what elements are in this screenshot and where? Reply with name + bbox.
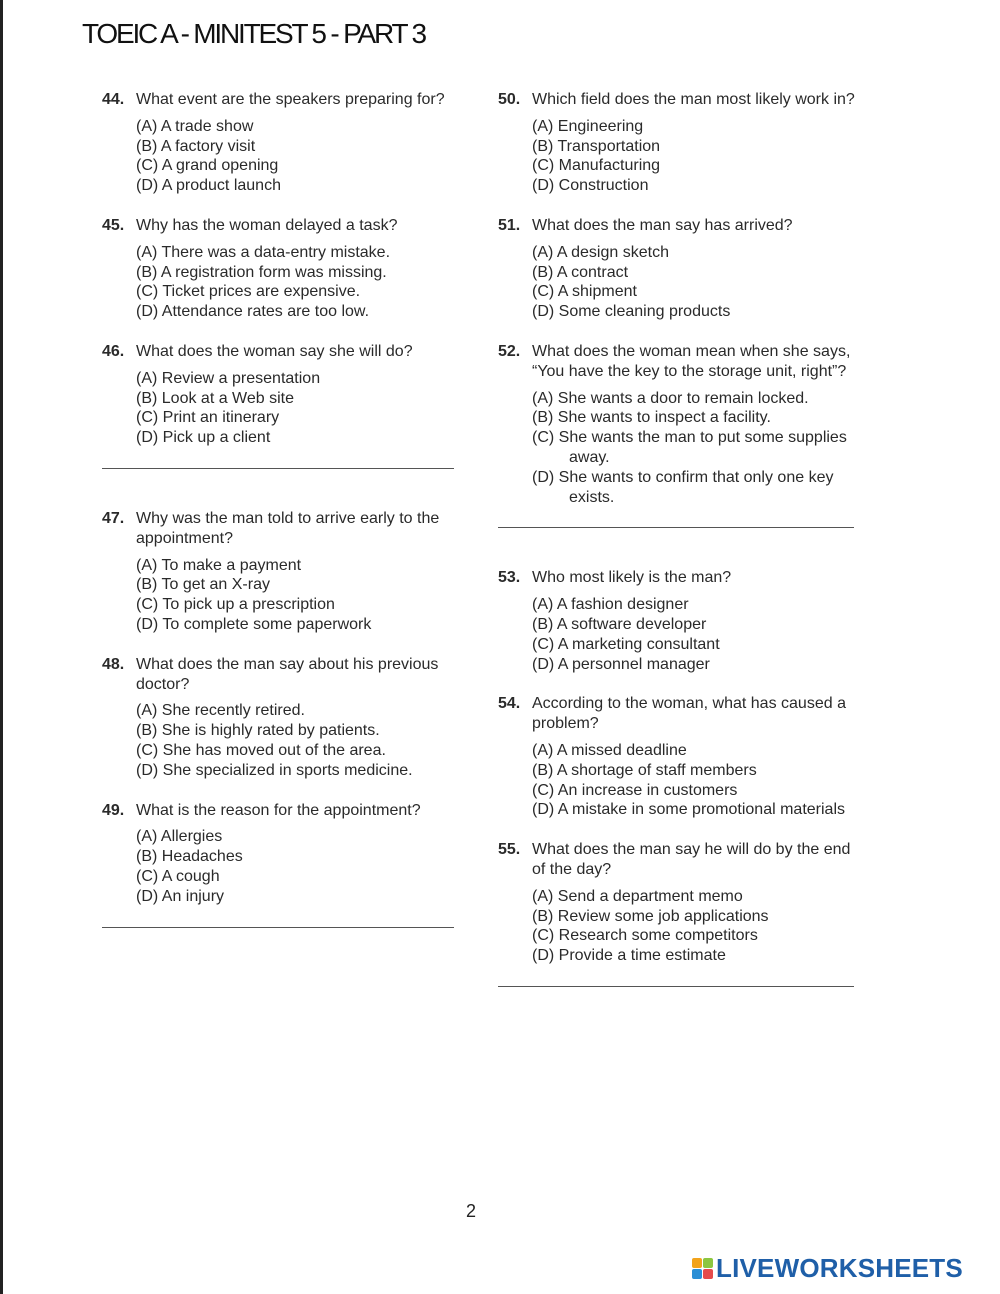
question-46 (100, 342, 460, 448)
logo-tile (692, 1269, 702, 1279)
question-number: 54. (498, 695, 521, 713)
question-number: 55. (498, 841, 521, 859)
answer-option[interactable]: (C) Research some competitors (532, 927, 758, 945)
answer-option[interactable]: (A) A missed deadline (532, 741, 687, 759)
section-divider (498, 986, 854, 987)
question-number: 51. (498, 216, 521, 234)
answer-option[interactable]: (C) A cough (136, 867, 220, 885)
answer-option[interactable]: (B) A factory visit (136, 137, 256, 155)
answer-option[interactable]: (D) Attendance rates are too low. (136, 303, 370, 321)
answer-option[interactable]: (D) Provide a time estimate (532, 947, 726, 965)
answer-option[interactable]: (C) A grand opening (136, 157, 279, 175)
answer-option[interactable]: (D) A mistake in some promotional materials (532, 801, 845, 819)
question-text: What does the man say about his previous doctor? (136, 655, 439, 693)
left-question-column (100, 90, 460, 968)
answer-option[interactable]: (B) Transportation (532, 137, 661, 155)
answer-option[interactable]: (B) A shortage of staff members (532, 761, 757, 779)
answer-option[interactable]: (A) Allergies (136, 828, 223, 846)
answer-option[interactable]: (D) She wants to confirm that only one key exists. (532, 468, 834, 506)
question-47 (100, 509, 460, 635)
answer-option[interactable]: (B) She is highly rated by patients. (136, 722, 380, 740)
question-text: What does the man say he will do by the end of the day? (532, 841, 851, 878)
question-52 (496, 342, 866, 507)
question-55 (496, 840, 866, 966)
question-number: 48. (102, 655, 125, 673)
answer-option[interactable]: (A) She recently retired. (136, 702, 305, 720)
answer-option[interactable]: (A) A trade show (136, 117, 254, 135)
answer-option[interactable]: (C) A marketing consultant (532, 635, 720, 653)
answer-option[interactable]: (A) Engineering (532, 117, 644, 135)
answer-option[interactable]: (B) Look at a Web site (136, 389, 294, 407)
page-edge-border (0, 0, 3, 1294)
brand-name: LIVEWORKSHEETS (716, 1252, 963, 1283)
answer-option[interactable]: (D) Some cleaning products (532, 303, 731, 321)
answer-option[interactable]: (A) She wants a door to remain locked. (532, 389, 809, 407)
question-text: What event are the speakers preparing for? (136, 91, 445, 108)
answer-option[interactable]: (B) A contract (532, 263, 629, 281)
answer-option[interactable]: (D) A product launch (136, 177, 281, 195)
question-44 (100, 90, 460, 196)
question-51 (496, 216, 866, 322)
answer-option[interactable]: (D) Construction (532, 177, 649, 195)
answer-option[interactable]: (A) Review a presentation (136, 369, 321, 387)
question-text: Which field does the man most likely work in? (532, 91, 855, 108)
answer-option[interactable]: (B) A registration form was missing. (136, 263, 387, 281)
answer-option[interactable]: (C) To pick up a prescription (136, 596, 335, 614)
question-text: What is the reason for the appointment? (136, 801, 421, 819)
answer-option[interactable]: (B) Review some job applications (532, 907, 769, 925)
question-number: 45. (102, 216, 125, 234)
section-divider (102, 468, 454, 469)
liveworksheets-brand[interactable] (692, 1253, 963, 1283)
answer-option[interactable]: (A) To make a payment (136, 556, 302, 574)
question-text: What does the woman mean when she says, “You have the key to the storage unit, right”? (532, 342, 851, 380)
answer-option[interactable]: (B) She wants to inspect a facility. (532, 409, 771, 427)
question-50 (496, 90, 866, 196)
question-48 (100, 655, 460, 781)
question-text: What does the man say has arrived? (532, 216, 793, 234)
question-number: 49. (102, 801, 125, 819)
answer-option[interactable]: (C) She has moved out of the area. (136, 741, 386, 759)
page-title: TOEIC A - MINITEST 5 - PART 3 (82, 18, 425, 49)
question-text: What does the woman say she will do? (136, 342, 413, 360)
answer-option[interactable]: (B) A software developer (532, 615, 707, 633)
answer-option[interactable]: (D) An injury (136, 887, 225, 905)
page-number: 2 (466, 1201, 477, 1221)
answer-option[interactable]: (A) There was a data-entry mistake. (136, 243, 391, 261)
logo-tile (703, 1269, 713, 1279)
answer-option[interactable]: (C) Print an itinerary (136, 409, 280, 427)
answer-option[interactable]: (D) To complete some paperwork (136, 615, 372, 633)
answer-option[interactable]: (D) A personnel manager (532, 655, 710, 673)
answer-option[interactable]: (C) A shipment (532, 283, 637, 301)
question-text: According to the woman, what has caused a problem? (532, 695, 846, 733)
question-text: Why was the man told to arrive early to the appointment? (136, 509, 440, 547)
question-number: 47. (102, 509, 125, 527)
question-number: 46. (102, 342, 125, 360)
question-45 (100, 216, 460, 322)
question-number: 52. (498, 342, 521, 360)
answer-option[interactable]: (D) Pick up a client (136, 429, 271, 447)
question-53 (496, 568, 866, 674)
question-54 (496, 694, 866, 820)
answer-option[interactable]: (A) Send a department memo (532, 887, 743, 905)
answer-option[interactable]: (A) A fashion designer (532, 596, 689, 614)
question-number: 53. (498, 569, 521, 587)
answer-option[interactable]: (B) To get an X-ray (136, 576, 270, 594)
answer-option[interactable]: (D) She specialized in sports medicine. (136, 761, 413, 779)
logo-tile (703, 1258, 713, 1268)
answer-option[interactable]: (C) Manufacturing (532, 157, 661, 175)
question-number: 44. (102, 91, 125, 108)
section-divider (102, 927, 454, 928)
liveworksheets-logo-icon (692, 1258, 713, 1279)
section-divider (498, 527, 854, 528)
right-question-column (496, 90, 866, 1027)
answer-option[interactable]: (C) She wants the man to put some supplies away. (532, 429, 847, 466)
question-49 (100, 801, 460, 907)
question-text: Why has the woman delayed a task? (136, 216, 398, 234)
logo-tile (692, 1258, 702, 1268)
question-text: Who most likely is the man? (532, 569, 732, 587)
question-number: 50. (498, 91, 521, 108)
answer-option[interactable]: (A) A design sketch (532, 243, 669, 261)
answer-option[interactable]: (B) Headaches (136, 848, 243, 866)
answer-option[interactable]: (C) Ticket prices are expensive. (136, 283, 361, 301)
answer-option[interactable]: (C) An increase in customers (532, 781, 738, 799)
